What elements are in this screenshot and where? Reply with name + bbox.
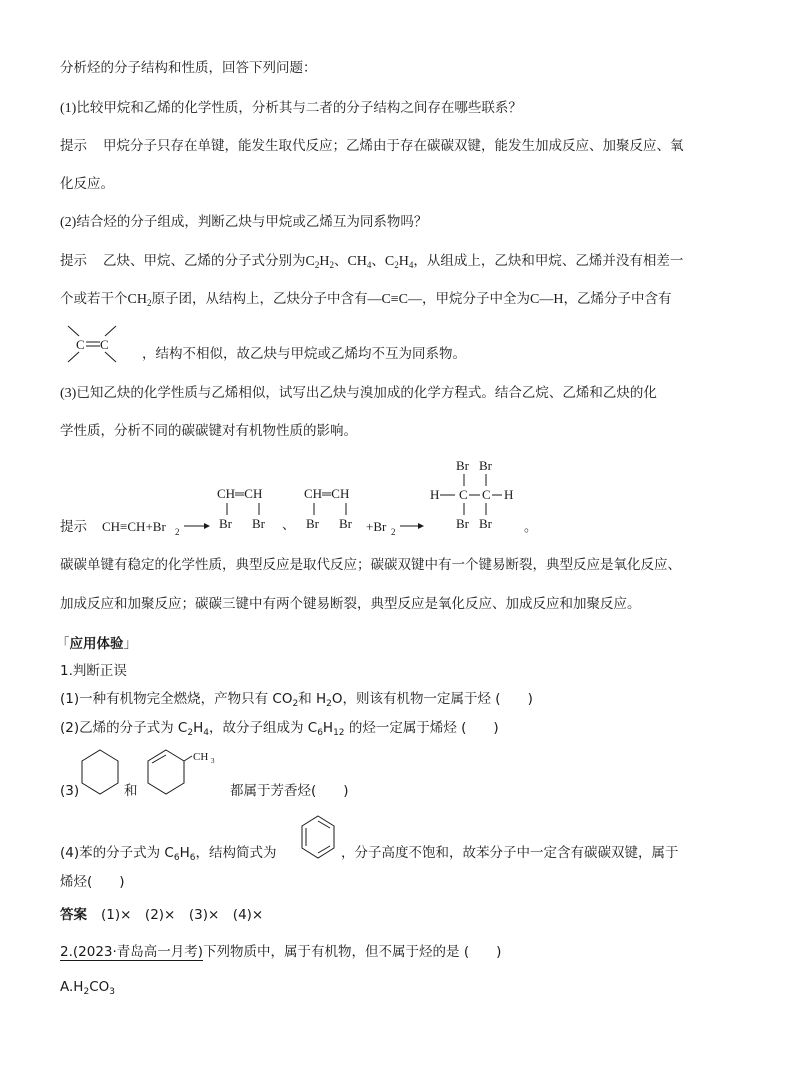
hint-1-line1: [60, 136, 684, 156]
hint-2-text-b: ，从组成上，乙炔和甲烷、乙烯并没有相差一: [413, 253, 684, 269]
exercise-1-item-4-a: (4)苯的分子式为 $C_6H_6$，结构简式为: [60, 845, 277, 863]
question-2-number: (2): [60, 215, 77, 230]
formula-ch4: $CH_4$: [347, 254, 372, 270]
answer-label: 答案: [60, 907, 87, 923]
exercise-1-item-3-label: (3): [60, 783, 80, 799]
exercise-1-item-1: (1)一种有机物完全燃烧，产物只有 $CO_2$和 $H_2O$，则该有机物一定属于烃 ( ): [60, 691, 533, 709]
hint-2-text-a: 乙炔、甲烷、乙烯的分子式分别为: [103, 253, 306, 269]
exercise-2-option-a: $A.H_2CO_3$: [60, 979, 115, 997]
svg-text:Br: Br: [456, 516, 469, 531]
question-2: [60, 212, 427, 233]
ethene-double-bond-diagram: [62, 322, 122, 366]
benzene-kekule-structure: [300, 814, 336, 860]
svg-text:Br: Br: [219, 516, 232, 531]
reactant-text: CH≡CH+Br: [102, 519, 166, 534]
conclusion-line1: 碳碳单键有稳定的化学性质，典型反应是取代反应；碳碳双键中有一个键易断裂，典型反应是氧化反应、: [60, 557, 681, 573]
exercise-2-source: 2.(2023·青岛高一月考): [60, 944, 204, 960]
separator-comma: 、: [282, 517, 296, 532]
exercise-1-item-4-c: 烯烃( ): [60, 874, 125, 890]
plus-br2: +Br: [366, 519, 387, 534]
exercise-1-item-2: (2)乙烯的分子式为 $C_2H_4$，故分子组成为 $C_6H_{12}$ 的烃一定属于烯烃 ( ): [60, 720, 499, 738]
question-2-text: 结合烃的分子组成，判断乙炔与甲烷或乙烯互为同系物吗？: [76, 214, 428, 230]
question-3-text1: 已知乙炔的化学性质与乙烯相似，试写出乙炔与溴加成的化学方程式。结合乙烷、乙烯和乙炔的化: [76, 385, 657, 401]
hint-2-line3: ，结构不相似，故乙炔与甲烷或乙烯均不互为同系物。: [142, 346, 466, 362]
carbon-right: C: [100, 337, 109, 352]
carbon-left: C: [76, 337, 85, 352]
exercise-1-item-4-b: ，分子高度不饱和，故苯分子中一定含有碳碳双键，属于: [341, 845, 679, 861]
exercise-2-text: 下列物质中，属于有机物，但不属于烃的是 ( ): [203, 944, 502, 960]
svg-text:Br: Br: [306, 516, 319, 531]
hint-1-line2: 化反应。: [60, 176, 114, 192]
intro-text: 分析烃的分子结构和性质，回答下列问题：: [60, 60, 317, 76]
answer-line: [60, 905, 263, 925]
svg-text:Br: Br: [479, 458, 492, 473]
hint-3-label: 提示: [60, 519, 87, 535]
exercise-2-question: [60, 942, 501, 962]
answer-values: (1)× (2)× (3)× (4)×: [101, 907, 264, 923]
svg-text:C: C: [482, 487, 491, 502]
question-1: [60, 98, 522, 119]
svg-text:H: H: [430, 487, 440, 502]
bromine-addition-equation: [100, 455, 540, 539]
question-3-line1: [60, 383, 657, 404]
hint-1-text: 甲烷分子只存在单键，能发生取代反应；乙烯由于存在碳碳双键，能发生加成反应、加聚反应、氧: [103, 138, 684, 154]
svg-text:2: 2: [391, 527, 396, 537]
exercise-1-title: 1.判断正误: [60, 663, 127, 679]
question-3-number: (3): [60, 386, 77, 401]
hint-2-line2: 个或若干个$CH_2$原子团，从结构上，乙炔分子中含有—C≡C—，甲烷分子中全为C—H，乙烯分子中含有: [60, 291, 672, 308]
svg-text:3: 3: [211, 757, 215, 765]
svg-text:Br: Br: [252, 516, 265, 531]
question-3-line2: 学性质，分析不同的碳碳键对有机物性质的影响。: [60, 423, 357, 439]
question-1-text: 比较甲烷和乙烯的化学性质，分析其与二者的分子结构之间存在哪些联系？: [76, 100, 522, 116]
formula-c2h4: $C_2H_4$: [384, 254, 414, 270]
hint-2-line1: 提示 乙炔、甲烷、乙烯的分子式分别为$C_2H_2$、$CH_4$、$C_2H_4$，从组成上，乙炔和甲烷、乙烯并没有相差一: [60, 253, 684, 270]
product1-backbone: CH═CH: [217, 486, 263, 501]
and-word: 和: [124, 783, 138, 799]
methylcyclohexene-ring: [146, 748, 226, 798]
cyclohexane-ring: [80, 748, 120, 796]
hint-label: 提示: [60, 253, 87, 269]
section-title-text: 应用体验: [69, 636, 124, 652]
conclusion-line2: 加成反应和加聚反应；碳碳三键中有两个键易断裂，典型反应是氧化反应、加成反应和加聚反应。: [60, 596, 641, 612]
svg-text:Br: Br: [456, 458, 469, 473]
product1-repeat-backbone: CH═CH: [304, 486, 350, 501]
hint-label: 提示: [60, 138, 87, 154]
formula-ch2: $CH_2$: [127, 292, 152, 308]
svg-text:Br: Br: [479, 516, 492, 531]
svg-text:2: 2: [175, 527, 180, 537]
exercise-1-item-3-text: 都属于芳香烃( ): [230, 783, 349, 799]
ch-bond-formula: C—H: [530, 292, 564, 307]
methyl-label: CH: [193, 751, 209, 763]
triple-bond-formula: —C≡C—: [367, 292, 423, 307]
svg-text:C: C: [459, 487, 468, 502]
question-1-number: (1): [60, 101, 77, 116]
formula-c2h2: $C_2H_2$: [305, 254, 334, 270]
svg-text:H: H: [504, 487, 514, 502]
equation-end: 。: [524, 519, 538, 534]
svg-text:Br: Br: [339, 516, 352, 531]
section-title: 「应用体验」: [56, 636, 137, 652]
